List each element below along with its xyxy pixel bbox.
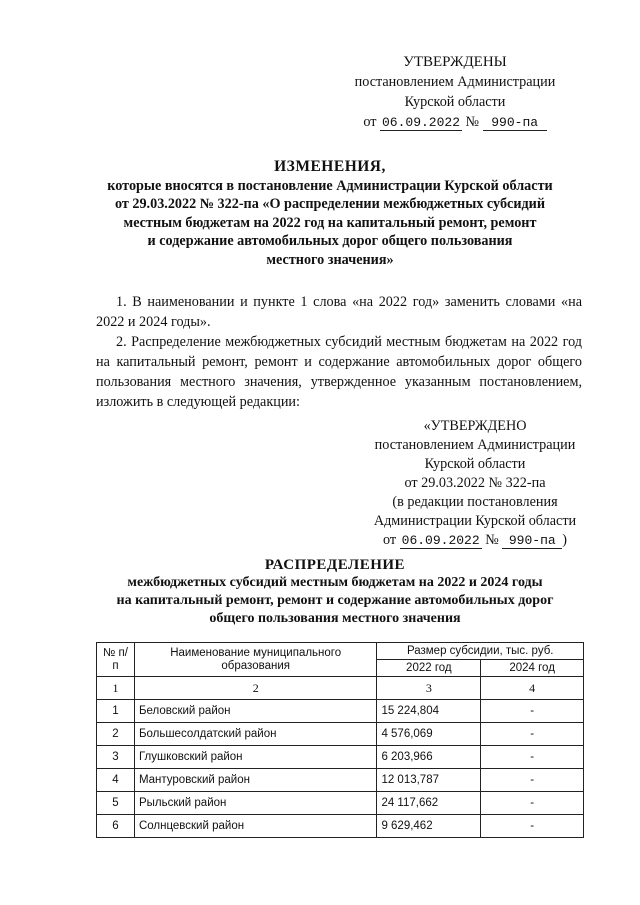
amount-2022: 6 203,966 [377, 746, 481, 769]
header-2024: 2024 год [481, 660, 584, 677]
amount-2024: - [481, 815, 584, 838]
redaction-date: 06.09.2022 [401, 533, 480, 548]
district-name: Беловский район [134, 700, 377, 723]
changes-line: от 29.03.2022 № 322-па «О распределении межбюджетных субсидий [114, 196, 546, 212]
header-number: № п/п [97, 643, 135, 677]
redaction-line2: Курской области [424, 456, 526, 472]
index-cell: 2 [134, 677, 377, 700]
body-items [96, 292, 582, 412]
index-cell: 1 [97, 677, 135, 700]
table-index-row [97, 677, 584, 700]
approval-line2: Курской области [404, 94, 506, 110]
redaction-stamp [360, 417, 590, 550]
amount-2022: 24 117,662 [377, 792, 481, 815]
table-row [97, 700, 584, 723]
row-number: 5 [97, 792, 135, 815]
amount-2022: 15 224,804 [377, 700, 481, 723]
changes-heading: ИЗМЕНЕНИЯ, [274, 158, 386, 175]
row-number: 4 [97, 769, 135, 792]
redaction-date-line [360, 531, 590, 550]
redaction-number: 990-па [502, 533, 562, 549]
row-number: 2 [97, 723, 135, 746]
table-row [97, 746, 584, 769]
table-row [97, 815, 584, 838]
amount-2024: - [481, 723, 584, 746]
table-row [97, 723, 584, 746]
redaction-line1: постановлением Администрации [374, 437, 576, 453]
distribution-line: межбюджетных субсидий местным бюджетам на 2022 и 2024 годы [127, 575, 543, 590]
amount-2024: - [481, 746, 584, 769]
distribution-line: на капитальный ремонт, ремонт и содержание автомобильных дорог [116, 593, 554, 608]
number-prefix: № [465, 114, 480, 130]
amount-2022: 9 629,462 [377, 815, 481, 838]
approval-date-line [330, 112, 580, 132]
changes-line: и содержание автомобильных дорог общего пользования [147, 233, 513, 249]
redaction-line5: Администрации Курской области [373, 513, 577, 529]
table-row [97, 769, 584, 792]
amount-2022: 4 576,069 [377, 723, 481, 746]
district-name: Глушковский район [134, 746, 377, 769]
index-cell: 4 [481, 677, 584, 700]
changes-title [80, 158, 580, 269]
item-1: 1. В наименовании и пункте 1 слова «на 2022 год» заменить словами «на 2022 и 2024 годы». [96, 294, 582, 330]
distribution-heading: РАСПРЕДЕЛЕНИЕ [264, 557, 406, 573]
index-cell: 3 [377, 677, 481, 700]
subsidy-table [96, 642, 584, 838]
table-row [97, 792, 584, 815]
approval-line1: постановлением Администрации [354, 74, 556, 90]
distribution-line: общего пользования местного значения [209, 611, 461, 626]
date-prefix: от [382, 532, 397, 548]
district-name: Мантуровский район [134, 769, 377, 792]
distribution-title [80, 556, 590, 628]
district-name: Солнцевский район [134, 815, 377, 838]
approval-stamp [330, 52, 580, 132]
redaction-line4: (в редакции постановления [392, 494, 558, 510]
closing-paren: ) [562, 532, 568, 548]
changes-line: местным бюджетам на 2022 год на капитальный ремонт, ремонт [123, 214, 537, 231]
date-prefix: от [363, 114, 377, 130]
approval-number: 990-па [483, 115, 547, 131]
item-2: 2. Распределение межбюджетных субсидий местным бюджетам на 2022 год на капитальный ремонт, ремонт и содержание автомобильных дорог общего пользования местного значения, утвержденное указанным постановлением, изложить в следующей редакции: [96, 334, 582, 410]
district-name: Рыльский район [134, 792, 377, 815]
redaction-heading: «УТВЕРЖДЕНО [423, 418, 527, 434]
header-amount: Размер субсидии, тыс. руб. [377, 643, 584, 660]
row-number: 3 [97, 746, 135, 769]
header-name: Наименование муниципального образования [134, 643, 377, 677]
changes-line: местного значения» [266, 251, 394, 268]
approval-heading: УТВЕРЖДЕНЫ [403, 54, 507, 70]
number-prefix: № [485, 532, 499, 548]
header-2022: 2022 год [377, 660, 481, 677]
approval-date: 06.09.2022 [382, 115, 461, 130]
district-name: Большесолдатский район [134, 723, 377, 746]
row-number: 6 [97, 815, 135, 838]
redaction-line3: от 29.03.2022 № 322-па [404, 475, 546, 491]
table-header-row [97, 643, 584, 660]
changes-line: которые вносятся в постановление Администрации Курской области [107, 177, 553, 194]
amount-2022: 12 013,787 [377, 769, 481, 792]
amount-2024: - [481, 769, 584, 792]
amount-2024: - [481, 792, 584, 815]
amount-2024: - [481, 700, 584, 723]
row-number: 1 [97, 700, 135, 723]
